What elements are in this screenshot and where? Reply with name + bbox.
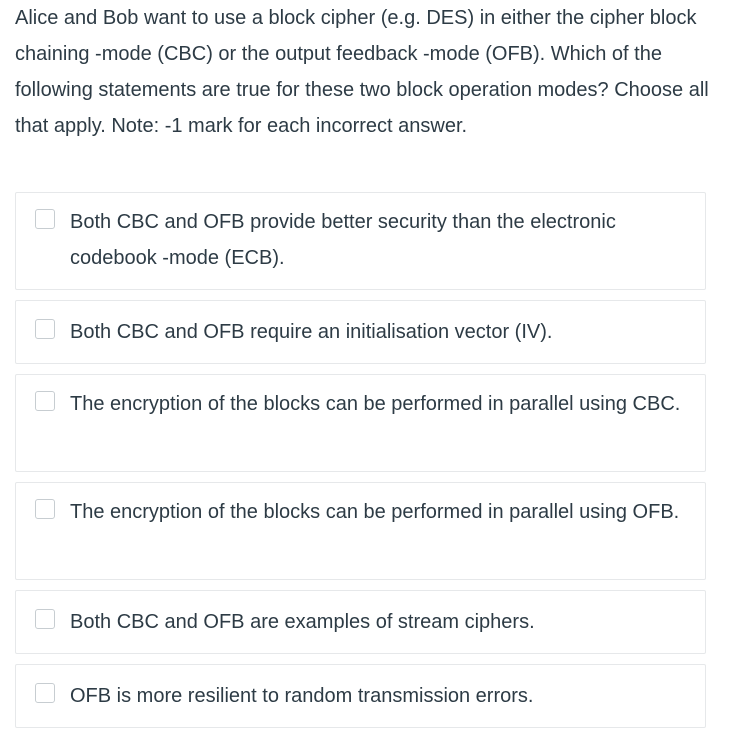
answer-label[interactable]: The encryption of the blocks can be performed in parallel using CBC. [70,393,681,415]
answer-checkbox[interactable] [35,209,55,229]
answer-label[interactable]: Both CBC and OFB provide better security than the electronic codebook -mode (ECB). [70,211,616,269]
answer-label[interactable]: Both CBC and OFB are examples of stream ciphers. [70,611,535,633]
answer-label[interactable]: The encryption of the blocks can be performed in parallel using OFB. [70,501,680,523]
answer-checkbox[interactable] [35,609,55,629]
answer-checkbox[interactable] [35,319,55,339]
answer-options [15,192,706,738]
answer-checkbox[interactable] [35,499,55,519]
answer-checkbox[interactable] [35,683,55,703]
answer-checkbox[interactable] [35,391,55,411]
answer-option[interactable] [15,300,706,364]
answer-option[interactable] [15,192,706,290]
answer-option[interactable] [15,482,706,580]
answer-label[interactable]: Both CBC and OFB require an initialisation vector (IV). [70,321,553,343]
answer-option[interactable] [15,664,706,728]
question-text: Alice and Bob want to use a block cipher (e.g. DES) in either the cipher block chaining -mode (CBC) or the output feedback -mode (OFB). Which of the following statements are true for these two block operation modes? Choose all that apply. Note: -1 mark for each incorrect answer. [15,7,709,137]
answer-option[interactable] [15,374,706,472]
answer-label[interactable]: OFB is more resilient to random transmission errors. [70,685,534,707]
answer-option[interactable] [15,590,706,654]
